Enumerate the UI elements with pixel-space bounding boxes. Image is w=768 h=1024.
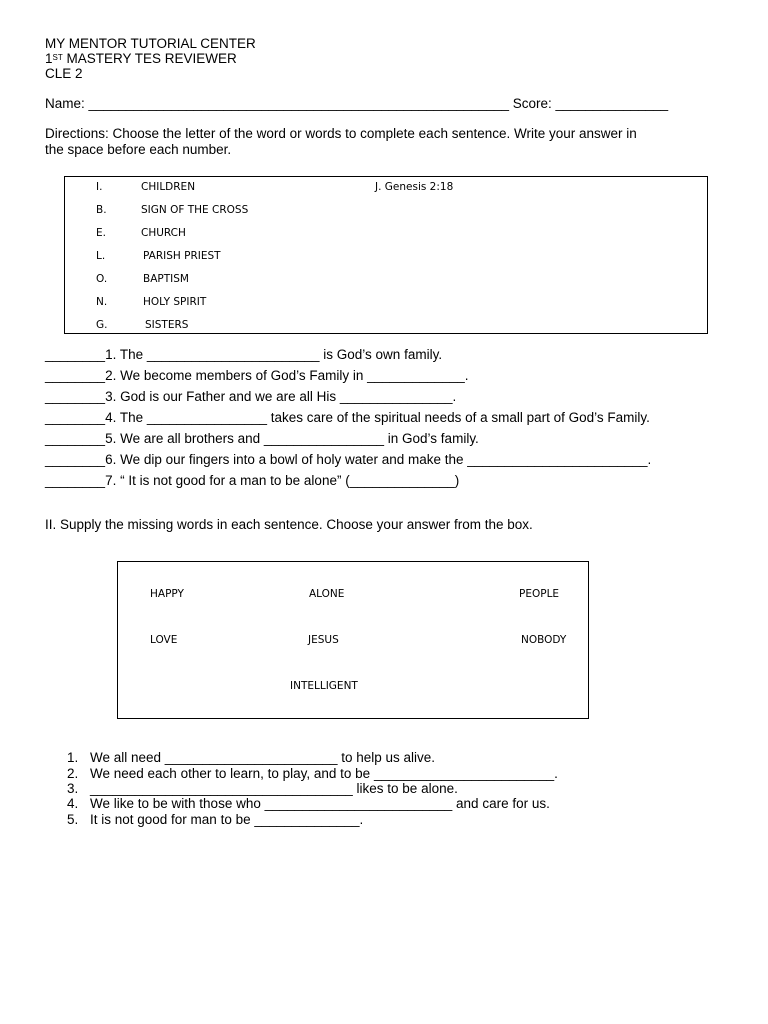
- name-label: Name:: [45, 96, 89, 111]
- word-bank-item: HAPPY: [150, 588, 184, 600]
- fill-in-item-3[interactable]: ___________________________________ likes to be alone.: [90, 781, 458, 796]
- test-title: [45, 51, 237, 67]
- choice-word: HOLY SPIRIT: [143, 296, 207, 308]
- choice-letter: B.: [96, 204, 107, 216]
- question-2[interactable]: ________2. We become members of God’s Family in _____________.: [45, 368, 469, 383]
- choice-letter: I.: [96, 181, 103, 193]
- word-bank-item: JESUS: [308, 634, 339, 646]
- name-score-line: [45, 96, 668, 112]
- fill-in-item-1[interactable]: We all need _______________________ to help us alive.: [90, 750, 436, 765]
- center-name: MY MENTOR TUTORIAL CENTER: [45, 36, 256, 51]
- fill-in-item-4[interactable]: We like to be with those who _________________________ and care for us.: [90, 796, 550, 811]
- question-5[interactable]: ________5. We are all brothers and ________________ in God’s family.: [45, 431, 479, 446]
- choice-word: CHILDREN: [141, 181, 196, 193]
- choice-word: BAPTISM: [143, 273, 189, 285]
- bible-reference: J. Genesis 2:18: [375, 181, 454, 193]
- choice-letter: E.: [96, 227, 106, 239]
- part2-instruction: II. Supply the missing words in each sentence. Choose your answer from the box.: [45, 517, 533, 532]
- choice-word: SIGN OF THE CROSS: [141, 204, 249, 216]
- directions-line-1: Directions: Choose the letter of the word or words to complete each sentence. Write your answer in: [45, 126, 637, 141]
- score-blank[interactable]: _______________: [555, 96, 669, 111]
- fill-in-item-5[interactable]: It is not good for man to be ______________.: [90, 812, 364, 827]
- question-1[interactable]: ________1. The _______________________ is God’s own family.: [45, 347, 443, 362]
- name-blank[interactable]: ________________________________________________________: [88, 96, 509, 111]
- choice-word: CHURCH: [141, 227, 186, 239]
- word-bank-box: [117, 561, 589, 719]
- word-bank-item: PEOPLE: [519, 588, 560, 600]
- choice-letter: O.: [96, 273, 108, 285]
- item-number: 3.: [67, 781, 79, 796]
- item-number: 5.: [67, 812, 79, 827]
- question-6[interactable]: ________6. We dip our fingers into a bowl of holy water and make the ________________________.: [45, 452, 652, 467]
- question-4[interactable]: ________4. The ________________ takes care of the spiritual needs of a small part of God’s Family.: [45, 410, 650, 425]
- item-number: 4.: [67, 796, 79, 811]
- word-bank-item: INTELLIGENT: [290, 680, 358, 692]
- item-number: 1.: [67, 750, 79, 765]
- choice-word: SISTERS: [145, 319, 189, 331]
- test-title-number: 1: [45, 51, 53, 66]
- word-bank-item: NOBODY: [521, 634, 567, 646]
- word-bank-item: LOVE: [150, 634, 178, 646]
- choice-letter: N.: [96, 296, 108, 308]
- question-7[interactable]: ________7. “ It is not good for a man to be alone” (______________): [45, 473, 460, 488]
- score-label: Score:: [508, 96, 556, 111]
- fill-in-item-2[interactable]: We need each other to learn, to play, and to be ________________________.: [90, 766, 558, 781]
- word-bank-item: ALONE: [309, 588, 345, 600]
- choice-word: PARISH PRIEST: [143, 250, 221, 262]
- test-title-text: MASTERY TES REVIEWER: [62, 51, 237, 66]
- choice-letter: L.: [96, 250, 106, 262]
- item-number: 2.: [67, 766, 79, 781]
- test-title-superscript: ST: [52, 53, 63, 62]
- directions-line-2: the space before each number.: [45, 142, 232, 157]
- question-3[interactable]: ________3. God is our Father and we are all His _______________.: [45, 389, 457, 404]
- subject-code: CLE 2: [45, 66, 83, 81]
- choice-letter: G.: [96, 319, 108, 331]
